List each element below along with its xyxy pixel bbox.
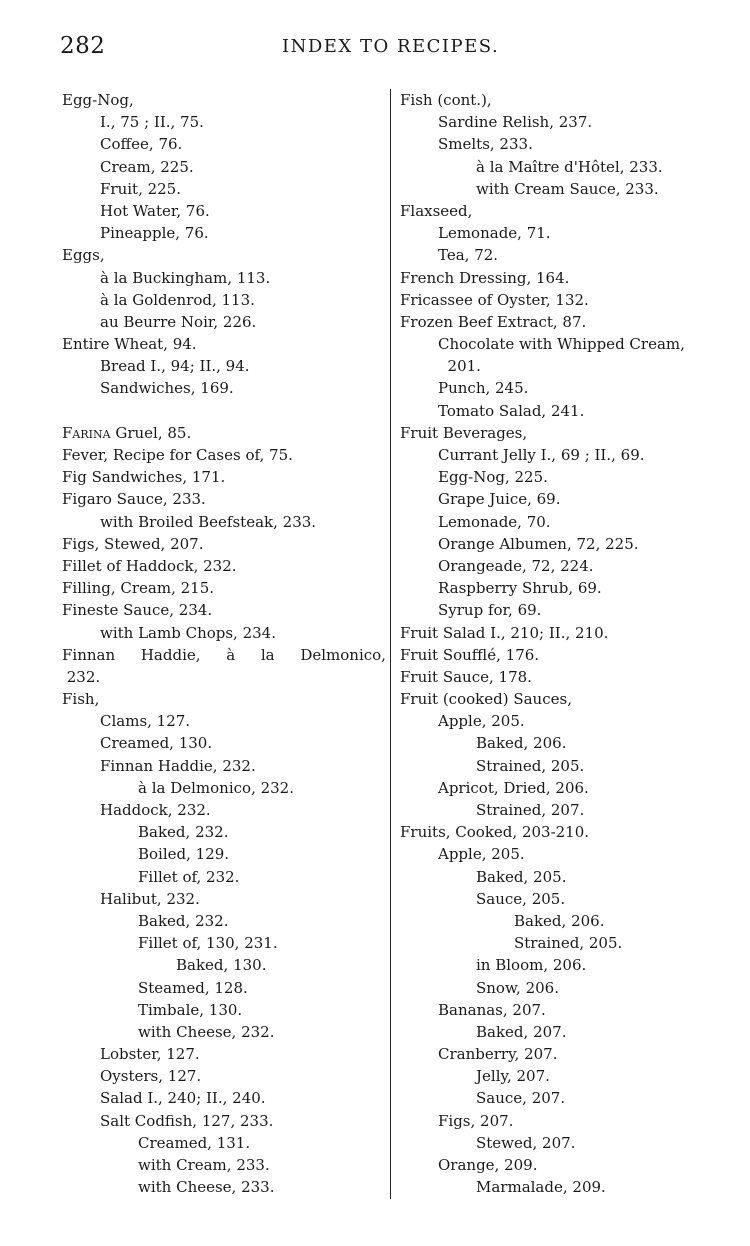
index-entry: Raspberry Shrub, 69. [438,579,602,598]
index-entry: Fillet of, 130, 231. [138,934,278,953]
index-entry: Hot Water, 76. [100,201,210,220]
index-entry: I., 75 ; II., 75. [100,113,204,132]
index-entry: Cranberry, 207. [438,1045,558,1064]
running-head: INDEX TO RECIPES. [282,36,500,57]
index-entry: with Cheese, 232. [138,1022,275,1041]
index-entry: 201. [438,357,481,376]
index-entry: Baked, 232. [138,823,229,842]
index-entry-word: Delmonico, [300,645,386,664]
index-entry: Apricot, Dried, 206. [438,778,589,797]
index-entry: Fruit Salad I., 210; II., 210. [400,623,609,642]
index-entry: Haddock, 232. [100,801,211,819]
index-entry: Sardine Relish, 237. [438,113,593,132]
index-entry: Fruit, 225. [100,179,181,198]
index-entry: Clams, 127. [100,712,191,731]
index-entry: Baked, 205. [476,867,567,886]
index-entry: with Broiled Beefsteak, 233. [100,512,317,531]
index-entry-word: la [260,645,275,664]
index-entry: Oysters, 127. [100,1067,202,1086]
index-entry: Frozen Beef Extract, 87. [400,312,587,331]
index-entry: Fineste Sauce, 234. [62,601,213,620]
index-entry: Stewed, 207. [476,1133,576,1152]
index-entry: Baked, 206. [514,911,605,930]
index-entry: à la Buckingham, 113. [100,268,271,287]
index-entry: Salt Codfish, 127, 233. [100,1111,274,1130]
index-entry: with Cream Sauce, 233. [476,179,659,198]
index-entry: Strained, 207. [476,801,585,819]
index-entry: Apple, 205. [438,712,525,731]
index-entry: Timbale, 130. [138,1000,243,1019]
index-entry: Orange Albumen, 72, 225. [438,534,639,553]
index-entry: Creamed, 131. [138,1133,251,1152]
index-entry-word: Finnan [62,645,116,664]
index-entry: Smelts, 233. [438,135,533,154]
index-entry: Bananas, 207. [438,1000,546,1019]
index-entry: Fruit Soufflé, 176. [400,645,540,664]
index-entry: Punch, 245. [438,379,529,398]
index-entry: Marmalade, 209. [476,1178,606,1197]
index-entry: Fish, [62,690,100,709]
index-entry: Fruit Beverages, [400,423,528,442]
index-entry: Salad I., 240; II., 240. [100,1089,266,1108]
index-entry: Cream, 225. [100,157,194,176]
index-entry: Grape Juice, 69. [438,490,561,509]
index-entry: Egg-Nog, 225. [438,468,548,487]
index-entry: Baked, 206. [476,734,567,753]
index-column-right [400,89,735,1198]
index-entry: Fruit Sauce, 178. [400,667,532,686]
index-entry: Sauce, 207. [476,1089,566,1108]
index-entry: Entire Wheat, 94. [62,335,197,354]
index-entry: Halibut, 232. [100,889,200,908]
column-divider [390,89,391,1199]
index-entry: Eggs, [62,246,105,265]
index-entry: Flaxseed, [400,201,473,220]
index-entry: Lemonade, 71. [438,224,551,243]
index-entry: with Lamb Chops, 234. [100,623,276,642]
index-entry: au Beurre Noir, 226. [100,312,257,331]
index-entry: Strained, 205. [514,934,623,953]
index-entry: Tea, 72. [438,246,499,265]
index-entry: Creamed, 130. [100,734,213,753]
index-entry: Fish (cont.), [400,91,492,109]
index-entry: Bread I., 94; II., 94. [100,357,250,376]
index-entry: Chocolate with Whipped Cream, [438,335,685,354]
index-entry: Lobster, 127. [100,1045,200,1064]
page-number: 282 [60,33,106,59]
index-entry: à la Goldenrod, 113. [100,290,255,309]
index-column-left [62,89,387,1198]
index-entry-smallcaps: Farina [62,423,111,442]
index-entry: Steamed, 128. [138,978,248,997]
index-entry: Apple, 205. [438,845,525,864]
index-entry-word: Haddie, [140,645,201,664]
index-entry: à la Maître d'Hôtel, 233. [476,157,663,176]
index-entry: Baked, 130. [176,956,267,975]
index-entry: Orangeade, 72, 224. [438,556,594,575]
index-entry: with Cheese, 233. [138,1178,275,1197]
index-entry: Fruits, Cooked, 203-210. [400,823,590,842]
index-entry: Pineapple, 76. [100,224,209,243]
index-entry: Baked, 232. [138,911,229,930]
index-entry: Strained, 205. [476,756,585,775]
index-entry: Finnan Haddie, 232. [100,756,256,775]
index-entry: Fricassee of Oyster, 132. [400,290,589,309]
index-entry: Baked, 207. [476,1022,567,1041]
index-entry: Tomato Salad, 241. [438,401,585,420]
index-entry: Figs, Stewed, 207. [62,534,204,553]
index-entry: Figs, 207. [438,1111,514,1130]
index-entry: Fever, Recipe for Cases of, 75. [62,446,293,464]
index-entry: Boiled, 129. [138,845,230,864]
index-entry: French Dressing, 164. [400,268,570,287]
index-entry: Jelly, 207. [476,1067,550,1086]
index-entry [62,644,386,666]
index-entry: Fillet of, 232. [138,867,240,886]
index-entry: Sauce, 205. [476,889,566,908]
index-entry: Lemonade, 70. [438,512,551,531]
index-spacer [62,400,387,422]
index-entry: 232. [62,667,101,686]
index-entry: Orange, 209. [438,1156,538,1174]
index-entry: Farina Gruel, 85. [62,423,192,442]
index-entry: Egg-Nog, [62,91,134,109]
index-entry: Figaro Sauce, 233. [62,490,206,509]
index-entry: Coffee, 76. [100,135,183,154]
index-entry-word: à [226,645,236,664]
index-entry: with Cream, 233. [138,1156,270,1174]
index-entry: Filling, Cream, 215. [62,579,215,598]
index-entry: Fillet of Haddock, 232. [62,556,237,575]
index-entry: Fig Sandwiches, 171. [62,468,226,487]
index-entry: Sandwiches, 169. [100,379,234,398]
index-entry: Syrup for, 69. [438,601,542,620]
index-entry: Snow, 206. [476,978,559,997]
index-entry: Currant Jelly I., 69 ; II., 69. [438,446,645,464]
index-entry: à la Delmonico, 232. [138,778,294,797]
index-entry: Fruit (cooked) Sauces, [400,690,572,709]
index-entry: in Bloom, 206. [476,956,587,975]
